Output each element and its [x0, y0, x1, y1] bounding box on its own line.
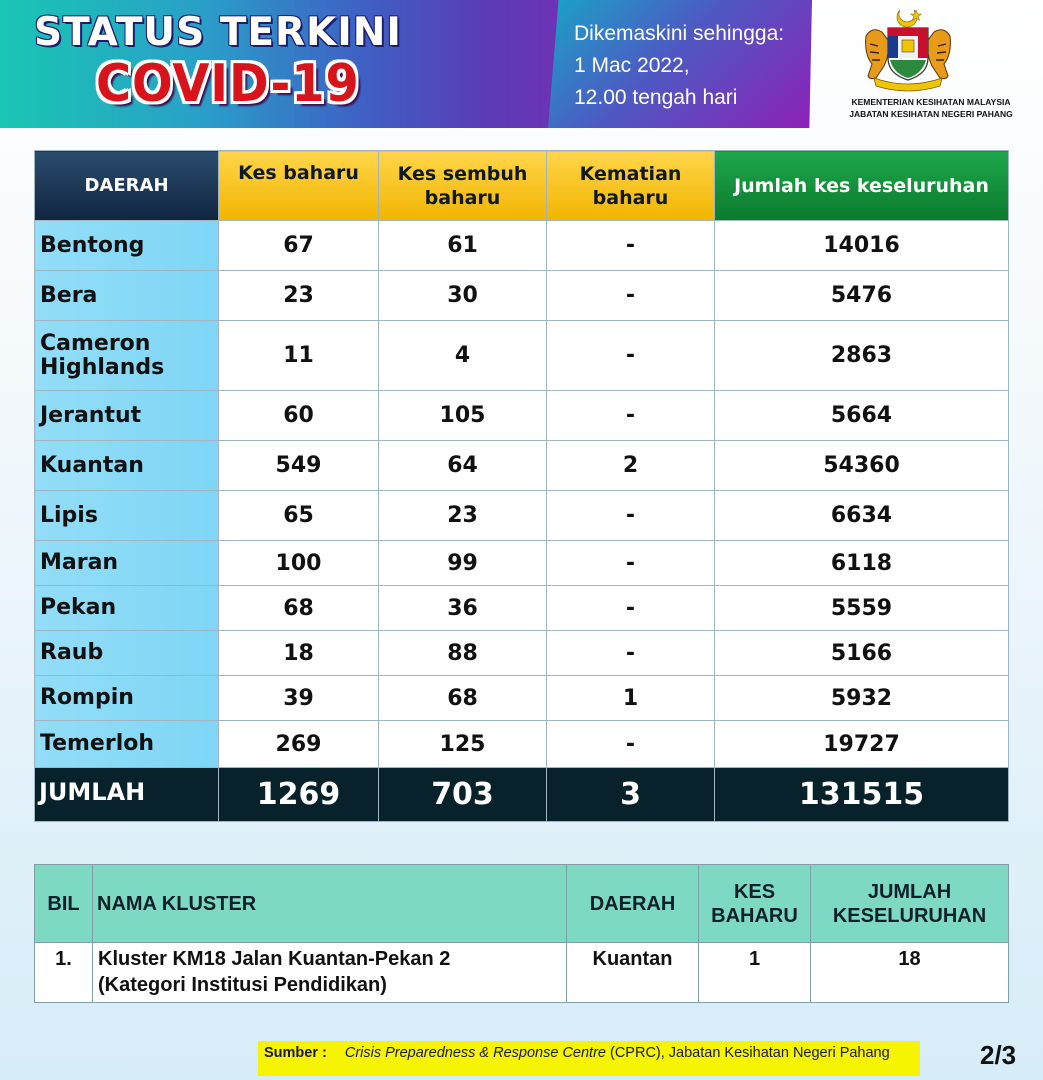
table-row [35, 676, 1009, 721]
new-cases-cell: 11 [219, 321, 379, 391]
total-cell: 5476 [715, 271, 1009, 321]
district-cell: Bentong [35, 221, 219, 271]
recovered-cell: 61 [379, 221, 547, 271]
new-cases-cell: 18 [219, 631, 379, 676]
header-bil: BIL [35, 865, 93, 943]
deaths-cell: 1 [547, 676, 715, 721]
header-kematian [547, 151, 715, 221]
district-cell: Maran [35, 541, 219, 586]
header-kematian-line2: baharu [592, 186, 669, 209]
table-row [35, 321, 1009, 391]
district-cases-table [34, 150, 1009, 822]
table-row [35, 586, 1009, 631]
new-cases-cell: 39 [219, 676, 379, 721]
district-cell: Pekan [35, 586, 219, 631]
recovered-cell: 99 [379, 541, 547, 586]
recovered-cell: 36 [379, 586, 547, 631]
header-jumlah-line2: KESELURUHAN [832, 904, 987, 927]
cluster-header-row [35, 865, 1009, 943]
table-row [35, 441, 1009, 491]
cluster-daerah: Kuantan [567, 943, 699, 1003]
source-text-rest: (CPRC), Jabatan Kesihatan Negeri Pahang [605, 1045, 890, 1061]
deaths-cell: - [547, 271, 715, 321]
total-cell: 6634 [715, 491, 1009, 541]
recovered-cell: 64 [379, 441, 547, 491]
cluster-kes-baharu: 1 [699, 943, 811, 1003]
cluster-name-line1: Kluster KM18 Jalan Kuantan-Pekan 2 [98, 948, 451, 970]
total-recovered: 703 [379, 768, 547, 822]
header-cluster-jumlah [811, 865, 1009, 943]
new-cases-cell: 549 [219, 441, 379, 491]
cluster-table [34, 864, 1009, 1003]
recovered-cell: 23 [379, 491, 547, 541]
header-kes-sembuh-line1: Kes sembuh [397, 162, 528, 185]
update-line-2: 1 Mac 2022, [574, 54, 690, 77]
header-kes-line1: KES [733, 880, 776, 903]
total-cell: 14016 [715, 221, 1009, 271]
total-cumulative: 131515 [715, 768, 1009, 822]
title-covid: COVID-19 [96, 54, 360, 114]
total-label: JUMLAH [35, 768, 219, 822]
header-nama-kluster: NAMA KLUSTER [93, 865, 567, 943]
ministry-name [826, 96, 1036, 120]
table-row [35, 221, 1009, 271]
total-cell: 5166 [715, 631, 1009, 676]
total-new-cases: 1269 [219, 768, 379, 822]
total-cell: 5664 [715, 391, 1009, 441]
recovered-cell: 105 [379, 391, 547, 441]
district-cell: Rompin [35, 676, 219, 721]
update-info [574, 18, 784, 114]
deaths-cell: - [547, 391, 715, 441]
total-cell: 6118 [715, 541, 1009, 586]
header-daerah: DAERAH [35, 151, 219, 221]
cluster-jumlah: 18 [811, 943, 1009, 1003]
new-cases-cell: 23 [219, 271, 379, 321]
deaths-cell: - [547, 491, 715, 541]
cluster-name-line2: (Kategori Institusi Pendidikan) [98, 974, 387, 996]
header-kes-sembuh [379, 151, 547, 221]
source-text [345, 1045, 890, 1061]
total-cell: 2863 [715, 321, 1009, 391]
source-text-italic: Crisis Preparedness & Response Centre [344, 1045, 606, 1061]
header-kematian-line1: Kematian [579, 162, 682, 185]
table-row [35, 943, 1009, 1003]
new-cases-cell: 67 [219, 221, 379, 271]
header-cluster-kes-baharu [699, 865, 811, 943]
recovered-cell: 30 [379, 271, 547, 321]
recovered-cell: 4 [379, 321, 547, 391]
cluster-bil: 1. [35, 943, 93, 1003]
district-cell: Cameron Highlands [35, 321, 219, 391]
new-cases-cell: 60 [219, 391, 379, 441]
deaths-cell: - [547, 541, 715, 586]
header-kes-line2: BAHARU [711, 904, 798, 927]
recovered-cell: 88 [379, 631, 547, 676]
title-status-terkini: STATUS TERKINI [34, 10, 402, 55]
table-row [35, 541, 1009, 586]
update-line-1: Dikemaskini sehingga: [574, 22, 785, 45]
table-row [35, 391, 1009, 441]
ministry-line-2: JABATAN KESIHATAN NEGERI PAHANG [849, 109, 1013, 119]
header-kes-sembuh-line2: baharu [424, 186, 501, 209]
update-line-3: 12.00 tengah hari [574, 86, 738, 109]
total-cell: 5932 [715, 676, 1009, 721]
deaths-cell: - [547, 586, 715, 631]
table-row [35, 631, 1009, 676]
cluster-name [93, 943, 567, 1003]
total-deaths: 3 [547, 768, 715, 822]
header-jumlah-line1: JUMLAH [867, 880, 952, 903]
district-cell: Temerloh [35, 721, 219, 768]
district-cell: Jerantut [35, 391, 219, 441]
header [0, 0, 1043, 130]
ministry-line-1: KEMENTERIAN KESIHATAN MALAYSIA [851, 97, 1011, 107]
malaysia-coat-of-arms-icon [860, 6, 956, 92]
source-label: Sumber : [264, 1045, 327, 1061]
total-cell: 5559 [715, 586, 1009, 631]
header-kes-baharu-label: Kes baharu [238, 162, 359, 184]
deaths-cell: - [547, 631, 715, 676]
deaths-cell: 2 [547, 441, 715, 491]
new-cases-cell: 100 [219, 541, 379, 586]
recovered-cell: 125 [379, 721, 547, 768]
district-cell: Bera [35, 271, 219, 321]
total-row [35, 768, 1009, 822]
deaths-cell: - [547, 221, 715, 271]
table-row [35, 271, 1009, 321]
deaths-cell: - [547, 721, 715, 768]
new-cases-cell: 269 [219, 721, 379, 768]
page-number: 2/3 [980, 1040, 1017, 1070]
source-note [258, 1041, 920, 1076]
table-header-row [35, 151, 1009, 221]
table-row [35, 721, 1009, 768]
header-kes-baharu [219, 151, 379, 221]
total-cell: 19727 [715, 721, 1009, 768]
district-cell: Raub [35, 631, 219, 676]
table-row [35, 491, 1009, 541]
new-cases-cell: 68 [219, 586, 379, 631]
district-cell: Kuantan [35, 441, 219, 491]
district-cell: Lipis [35, 491, 219, 541]
new-cases-cell: 65 [219, 491, 379, 541]
total-cell: 54360 [715, 441, 1009, 491]
header-jumlah: Jumlah kes keseluruhan [715, 151, 1009, 221]
header-cluster-daerah: DAERAH [567, 865, 699, 943]
deaths-cell: - [547, 321, 715, 391]
recovered-cell: 68 [379, 676, 547, 721]
